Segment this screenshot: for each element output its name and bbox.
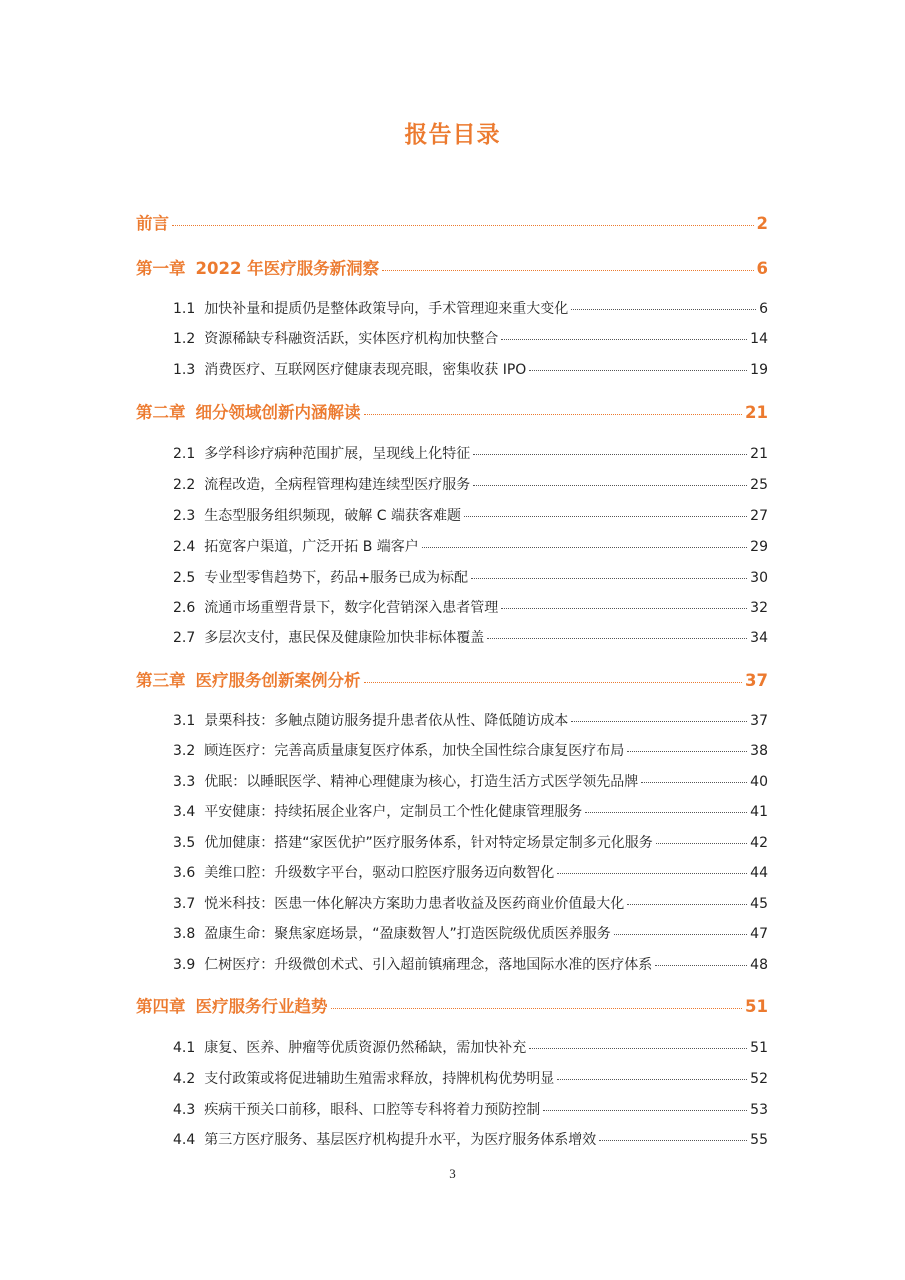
toc-entry-number: 2.5 — [173, 570, 196, 586]
dot-leader — [364, 413, 743, 415]
toc-entry-title: 2022 年医疗服务新洞察 — [195, 259, 380, 278]
toc-entry-title: 盈康生命：聚焦家庭场景，“盈康数智人”打造医院级优质医养服务 — [204, 926, 611, 942]
toc-entry-number: 2.7 — [173, 630, 196, 646]
toc-entry-number: 1.3 — [173, 362, 196, 378]
toc-section-entry[interactable] — [173, 893, 768, 913]
toc-entry-title: 景栗科技：多触点随访服务提升患者依从性、降低随访成本 — [204, 713, 569, 729]
toc-entry-page: 53 — [750, 1102, 768, 1118]
toc-entry-page: 52 — [750, 1071, 768, 1087]
toc-chapter-entry[interactable] — [136, 255, 768, 279]
toc-entry-page: 29 — [750, 539, 768, 555]
toc-entry-title: 加快补量和提质仍是整体政策导向，手术管理迎来重大变化 — [204, 301, 569, 317]
toc-entry-page: 30 — [750, 570, 768, 586]
dot-leader — [641, 781, 747, 783]
toc-entry-title: 第三方医疗服务、基层医疗机构提升水平，为医疗服务体系增效 — [204, 1132, 597, 1148]
toc-section-entry[interactable] — [173, 862, 768, 882]
toc-section-entry[interactable] — [173, 954, 768, 974]
dot-leader — [557, 1078, 747, 1080]
toc-entry-page: 25 — [750, 477, 768, 493]
toc-entry-number: 3.8 — [173, 926, 196, 942]
toc-section-entry[interactable] — [173, 359, 768, 379]
toc-section-entry[interactable] — [173, 298, 768, 318]
dot-leader — [571, 308, 756, 310]
toc-section-entry[interactable] — [173, 1037, 768, 1057]
toc-section-entry[interactable] — [173, 536, 768, 556]
toc-entry-number: 2.4 — [173, 539, 196, 555]
dot-leader — [331, 1007, 743, 1009]
toc-entry-title: 专业型零售趋势下，药品+服务已成为标配 — [204, 570, 468, 586]
toc-entry-title: 拓宽客户渠道，广泛开拓 B 端客户 — [204, 539, 419, 555]
toc-entry-number: 3.6 — [173, 865, 196, 881]
dot-leader — [464, 515, 747, 517]
toc-entry-title: 优加健康：搭建“家医优护”医疗服务体系，针对特定场景定制多元化服务 — [204, 835, 653, 851]
toc-entry-number: 1.2 — [173, 331, 196, 347]
toc-entry-page: 48 — [750, 957, 768, 973]
toc-entry-title: 医疗服务创新案例分析 — [195, 671, 361, 690]
toc-entry-title: 平安健康：持续拓展企业客户，定制员工个性化健康管理服务 — [204, 804, 583, 820]
toc-section-entry[interactable] — [173, 740, 768, 760]
toc-section-entry[interactable] — [173, 474, 768, 494]
toc-entry-page: 14 — [750, 331, 768, 347]
toc-entry-title: 顾连医疗：完善高质量康复医疗体系，加快全国性综合康复医疗布局 — [204, 743, 625, 759]
dot-leader — [627, 750, 747, 752]
toc-chapter-entry[interactable] — [136, 399, 768, 423]
dot-leader — [422, 546, 747, 548]
toc-entry-number: 第三章 — [136, 671, 186, 690]
toc-entry-page: 55 — [750, 1132, 768, 1148]
toc-entry-page: 27 — [750, 508, 768, 524]
toc-entry-title: 多层次支付，惠民保及健康险加快非标体覆盖 — [204, 630, 485, 646]
dot-leader — [529, 369, 747, 371]
dot-leader — [487, 637, 747, 639]
toc-entry-page: 38 — [750, 743, 768, 759]
dot-leader — [364, 681, 743, 683]
dot-leader — [571, 720, 747, 722]
toc-chapter-entry[interactable] — [136, 993, 768, 1017]
toc-entry-number: 2.6 — [173, 600, 196, 616]
toc-entry-number: 2.3 — [173, 508, 196, 524]
toc-entry-title: 悦米科技：医患一体化解决方案助力患者收益及医药商业价值最大化 — [204, 896, 625, 912]
toc-entry-page: 6 — [759, 301, 768, 317]
toc-entry-page: 40 — [750, 774, 768, 790]
toc-chapter-entry[interactable] — [136, 667, 768, 691]
dot-leader — [656, 842, 747, 844]
toc-entry-page: 19 — [750, 362, 768, 378]
toc-entry-page: 21 — [745, 403, 768, 422]
dot-leader — [585, 811, 747, 813]
toc-entry-title: 生态型服务组织频现，破解 C 端获客难题 — [204, 508, 461, 524]
toc-entry-title: 消费医疗、互联网医疗健康表现亮眼，密集收获 IPO — [204, 362, 527, 378]
toc-entry-number: 3.1 — [173, 713, 196, 729]
toc-entry-number: 4.3 — [173, 1102, 196, 1118]
toc-entry-number: 2.2 — [173, 477, 196, 493]
toc-section-entry[interactable] — [173, 771, 768, 791]
toc-entry-page: 6 — [756, 259, 768, 278]
toc-entry-page: 2 — [756, 214, 768, 233]
toc-chapter-entry[interactable] — [136, 210, 768, 234]
toc-entry-page: 37 — [750, 713, 768, 729]
toc-entry-number: 3.9 — [173, 957, 196, 973]
toc-entry-title: 仁树医疗：升级微创术式、引入超前镇痛理念，落地国际水准的医疗体系 — [204, 957, 653, 973]
toc-entry-number: 4.2 — [173, 1071, 196, 1087]
page-title: 报告目录 — [404, 122, 501, 148]
toc-entry-number: 3.2 — [173, 743, 196, 759]
toc-section-entry[interactable] — [173, 1068, 768, 1088]
toc-entry-page: 21 — [750, 446, 768, 462]
dot-leader — [473, 484, 747, 486]
toc-entry-page: 51 — [745, 997, 768, 1016]
toc-section-entry[interactable] — [173, 801, 768, 821]
dot-leader — [473, 453, 747, 455]
dot-leader — [529, 1047, 747, 1049]
toc-section-entry[interactable] — [173, 443, 768, 463]
dot-leader — [627, 903, 747, 905]
toc-entry-title: 前言 — [136, 214, 169, 233]
dot-leader — [543, 1109, 747, 1111]
toc-entry-page: 34 — [750, 630, 768, 646]
toc-section-entry[interactable] — [173, 597, 768, 617]
toc-entry-number: 第一章 — [136, 259, 186, 278]
dot-leader — [655, 964, 747, 966]
toc-entry-page: 47 — [750, 926, 768, 942]
toc-entry-number: 3.4 — [173, 804, 196, 820]
toc-entry-number: 4.1 — [173, 1040, 196, 1056]
toc-entry-title: 医疗服务行业趋势 — [195, 997, 328, 1016]
toc-section-entry[interactable] — [173, 1099, 768, 1119]
toc-section-entry[interactable] — [173, 923, 768, 943]
dot-leader — [382, 269, 753, 271]
toc-entry-page: 37 — [745, 671, 768, 690]
toc-entry-page: 42 — [750, 835, 768, 851]
toc-entry-number: 3.3 — [173, 774, 196, 790]
toc-entry-title: 支付政策或将促进辅助生殖需求释放，持牌机构优势明显 — [204, 1071, 555, 1087]
dot-leader — [501, 607, 747, 609]
toc-section-entry[interactable] — [173, 627, 768, 647]
toc-section-entry[interactable] — [173, 710, 768, 730]
toc-section-entry[interactable] — [173, 832, 768, 852]
toc-entry-title: 美维口腔：升级数字平台，驱动口腔医疗服务迈向数智化 — [204, 865, 555, 881]
dot-leader — [557, 872, 747, 874]
toc-entry-page: 41 — [750, 804, 768, 820]
toc-entry-number: 4.4 — [173, 1132, 196, 1148]
toc-entry-number: 1.1 — [173, 301, 196, 317]
toc-section-entry[interactable] — [173, 567, 768, 587]
toc-entry-page: 45 — [750, 896, 768, 912]
toc-entry-title: 细分领域创新内涵解读 — [195, 403, 361, 422]
dot-leader — [614, 933, 747, 935]
toc-entry-number: 2.1 — [173, 446, 196, 462]
toc-section-entry[interactable] — [173, 505, 768, 525]
toc-entry-page: 44 — [750, 865, 768, 881]
toc-entry-title: 流程改造，全病程管理构建连续型医疗服务 — [204, 477, 471, 493]
page-number: 3 — [449, 1166, 456, 1181]
toc-section-entry[interactable] — [173, 1129, 768, 1149]
toc-entry-title: 资源稀缺专科融资活跃，实体医疗机构加快整合 — [204, 331, 499, 347]
toc-entry-number: 3.5 — [173, 835, 196, 851]
toc-entry-page: 51 — [750, 1040, 768, 1056]
toc-entry-title: 康复、医养、肿瘤等优质资源仍然稀缺，需加快补充 — [204, 1040, 527, 1056]
toc-entry-number: 第四章 — [136, 997, 186, 1016]
toc-section-entry[interactable] — [173, 328, 768, 348]
dot-leader — [501, 338, 747, 340]
toc-entry-number: 第二章 — [136, 403, 186, 422]
toc-entry-title: 流通市场重塑背景下，数字化营销深入患者管理 — [204, 600, 499, 616]
toc-entry-title: 优眠：以睡眠医学、精神心理健康为核心，打造生活方式医学领先品牌 — [204, 774, 639, 790]
dot-leader — [599, 1139, 747, 1141]
toc-entry-number: 3.7 — [173, 896, 196, 912]
toc-entry-title: 多学科诊疗病种范围扩展，呈现线上化特征 — [204, 446, 471, 462]
toc-entry-title: 疾病干预关口前移，眼科、口腔等专科将着力预防控制 — [204, 1102, 541, 1118]
toc-entry-page: 32 — [750, 600, 768, 616]
dot-leader — [471, 577, 747, 579]
dot-leader — [172, 224, 754, 226]
